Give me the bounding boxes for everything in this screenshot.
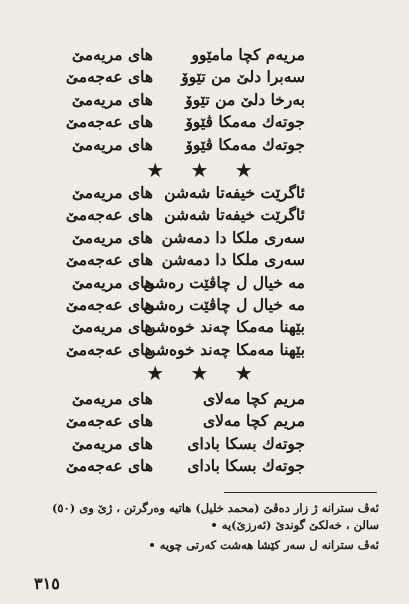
footnote-rule xyxy=(224,492,377,493)
verse-text: جوتەك مەمكا ڤێوۆ xyxy=(185,134,305,154)
verse-refrain: های عەجەمێ xyxy=(65,112,153,132)
stanza-separator-1: ★ ★ ★ xyxy=(146,158,263,182)
verse-refrain: های مریەمێ xyxy=(71,272,153,292)
verse-text: ئاگرێت خیفەتا شەشن xyxy=(164,205,305,225)
verse-text: جوتەك بسکا بادای xyxy=(187,456,305,476)
verse-line xyxy=(0,205,409,225)
verse-line xyxy=(0,295,409,315)
verse-text: بێهنا مەمکا چەند خوەشن xyxy=(144,339,305,359)
verse-line xyxy=(0,340,409,360)
verse-text: ئاگرێت خیفەتا شەشن xyxy=(164,183,305,202)
verse-line xyxy=(0,112,409,132)
verse-refrain: های مریەمێ xyxy=(71,317,153,337)
verse-refrain: های عەجەمێ xyxy=(65,250,153,270)
verse-refrain: های عەجەمێ xyxy=(65,411,153,431)
verse-refrain: های مریەمێ xyxy=(71,134,153,154)
verse-refrain: های عەجەمێ xyxy=(65,67,153,87)
verse-line xyxy=(0,389,409,409)
verse-refrain: های مریەمێ xyxy=(71,45,153,64)
footnote-meter: ئەڤ سترانە ل سەر کێشا هەشت کەرتی چویە • xyxy=(148,538,379,552)
verse-line xyxy=(0,434,409,454)
verse-refrain: های عەجەمێ xyxy=(65,339,153,359)
verse-line xyxy=(0,317,409,337)
verse-line xyxy=(0,250,409,270)
verse-refrain: های عەجەمێ xyxy=(65,205,153,225)
verse-line xyxy=(0,45,409,65)
verse-line xyxy=(0,183,409,203)
verse-text: جوتەك مەمكا ڤێوۆ xyxy=(185,112,305,132)
verse-line xyxy=(0,67,409,87)
verse-text: سەری ملکا دا دمەشن xyxy=(161,227,305,247)
verse-text: جوتەك بسکا بادای xyxy=(187,433,305,453)
verse-refrain: های مریەمێ xyxy=(71,389,153,408)
verse-refrain: های مریەمێ xyxy=(71,89,153,109)
verse-text: بێهنا مەمکا چەند خوەشن xyxy=(144,317,305,337)
verse-refrain: های عەجەمێ xyxy=(65,295,153,314)
stanza-separator-2: ★ ★ ★ xyxy=(146,361,263,385)
footnote-source: ئەڤ سترانە ژ زار دەڤێ (محمد خلیل) هاتیە وەرگرتن ، ژێ وی (٥٠) سالن ، خەلکێ گوندێ (ئەرزێ)یە • xyxy=(51,501,379,532)
verse-line xyxy=(0,135,409,155)
verse-line xyxy=(0,456,409,476)
verse-text: بەرخا دلێ من تێوۆ xyxy=(185,89,305,109)
verse-line xyxy=(0,228,409,248)
verse-text: سەبرا دلێ من تێوۆ xyxy=(181,67,305,87)
verse-refrain: های عەجەمێ xyxy=(65,456,153,476)
verse-text: سەری ملکا دا دمەشن xyxy=(161,250,305,270)
verse-text: مریەم کچا مامێوو xyxy=(191,45,305,64)
verse-text: مە خیال ل چاڤێت رەشن xyxy=(143,272,305,292)
verse-text: مە خیال ل چاڤێت رەشن xyxy=(143,295,305,314)
verse-refrain: های مریەمێ xyxy=(71,227,153,247)
verse-refrain: های مریەمێ xyxy=(71,433,153,453)
verse-text: مریم کچا مەلای xyxy=(203,389,305,408)
verse-line xyxy=(0,90,409,110)
verse-line xyxy=(0,273,409,293)
verse-text: مریم کچا مەلای xyxy=(203,411,305,431)
verse-refrain: های مریەمێ xyxy=(71,183,153,202)
page-number: ٣١٥ xyxy=(34,574,60,593)
verse-line xyxy=(0,411,409,431)
